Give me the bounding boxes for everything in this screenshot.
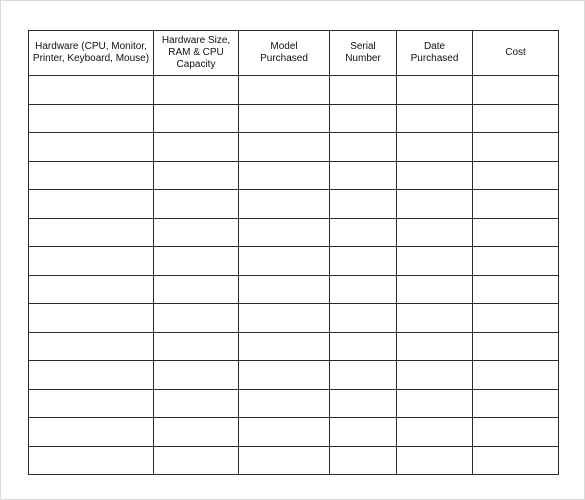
- table-cell-model[interactable]: [239, 446, 330, 475]
- table-cell-cost[interactable]: [473, 389, 559, 418]
- table-cell-date-purchased[interactable]: [397, 104, 473, 133]
- table-cell-date-purchased[interactable]: [397, 133, 473, 162]
- table-cell-cost[interactable]: [473, 304, 559, 333]
- table-cell-model[interactable]: [239, 304, 330, 333]
- table-cell-serial-number[interactable]: [330, 161, 397, 190]
- table-cell-date-purchased[interactable]: [397, 275, 473, 304]
- table-row: [29, 304, 559, 333]
- table-cell-cost[interactable]: [473, 190, 559, 219]
- table-cell-hardware[interactable]: [29, 247, 154, 276]
- table-cell-hardware-size[interactable]: [154, 304, 239, 333]
- table-cell-model[interactable]: [239, 361, 330, 390]
- table-row: [29, 275, 559, 304]
- table-cell-hardware[interactable]: [29, 389, 154, 418]
- table-cell-hardware[interactable]: [29, 104, 154, 133]
- table-cell-hardware-size[interactable]: [154, 76, 239, 105]
- table-cell-model[interactable]: [239, 161, 330, 190]
- table-cell-model[interactable]: [239, 418, 330, 447]
- table-cell-cost[interactable]: [473, 247, 559, 276]
- table-cell-serial-number[interactable]: [330, 190, 397, 219]
- table-cell-model[interactable]: [239, 275, 330, 304]
- table-cell-cost[interactable]: [473, 361, 559, 390]
- table-cell-serial-number[interactable]: [330, 332, 397, 361]
- table-cell-serial-number[interactable]: [330, 104, 397, 133]
- table-cell-hardware[interactable]: [29, 304, 154, 333]
- table-cell-hardware[interactable]: [29, 218, 154, 247]
- table-cell-cost[interactable]: [473, 76, 559, 105]
- table-cell-model[interactable]: [239, 133, 330, 162]
- table-cell-model[interactable]: [239, 104, 330, 133]
- table-cell-hardware-size[interactable]: [154, 332, 239, 361]
- table-cell-hardware[interactable]: [29, 190, 154, 219]
- table-cell-date-purchased[interactable]: [397, 190, 473, 219]
- table-cell-hardware-size[interactable]: [154, 190, 239, 219]
- table-cell-date-purchased[interactable]: [397, 389, 473, 418]
- column-header-date-purchased: Date Purchased: [397, 31, 473, 76]
- table-cell-hardware[interactable]: [29, 418, 154, 447]
- table-cell-cost[interactable]: [473, 104, 559, 133]
- table-cell-hardware-size[interactable]: [154, 389, 239, 418]
- table-cell-hardware[interactable]: [29, 133, 154, 162]
- table-cell-date-purchased[interactable]: [397, 304, 473, 333]
- table-cell-serial-number[interactable]: [330, 133, 397, 162]
- table-row: [29, 332, 559, 361]
- table-cell-hardware[interactable]: [29, 332, 154, 361]
- table-cell-hardware-size[interactable]: [154, 218, 239, 247]
- table-cell-date-purchased[interactable]: [397, 418, 473, 447]
- table-cell-serial-number[interactable]: [330, 247, 397, 276]
- table-cell-model[interactable]: [239, 76, 330, 105]
- table-cell-hardware-size[interactable]: [154, 446, 239, 475]
- table-body: [29, 76, 559, 475]
- table-cell-cost[interactable]: [473, 133, 559, 162]
- table-row: [29, 361, 559, 390]
- table-cell-model[interactable]: [239, 190, 330, 219]
- header-row: [29, 31, 559, 76]
- table-cell-cost[interactable]: [473, 161, 559, 190]
- table-cell-hardware-size[interactable]: [154, 247, 239, 276]
- table-cell-model[interactable]: [239, 218, 330, 247]
- column-header-cost: Cost: [473, 31, 559, 76]
- table-cell-hardware-size[interactable]: [154, 418, 239, 447]
- table-cell-model[interactable]: [239, 389, 330, 418]
- table-row: [29, 446, 559, 475]
- table-cell-hardware[interactable]: [29, 361, 154, 390]
- table-cell-hardware[interactable]: [29, 161, 154, 190]
- table-cell-serial-number[interactable]: [330, 275, 397, 304]
- table-row: [29, 133, 559, 162]
- table-cell-hardware-size[interactable]: [154, 161, 239, 190]
- table-row: [29, 247, 559, 276]
- table-cell-date-purchased[interactable]: [397, 247, 473, 276]
- table-row: [29, 389, 559, 418]
- table-cell-date-purchased[interactable]: [397, 76, 473, 105]
- table-cell-hardware-size[interactable]: [154, 275, 239, 304]
- table-row: [29, 418, 559, 447]
- table-cell-serial-number[interactable]: [330, 418, 397, 447]
- table-cell-hardware[interactable]: [29, 446, 154, 475]
- column-header-model: Model Purchased: [239, 31, 330, 76]
- column-header-hardware-size: Hardware Size, RAM & CPU Capacity: [154, 31, 239, 76]
- table-cell-hardware-size[interactable]: [154, 361, 239, 390]
- table-cell-date-purchased[interactable]: [397, 361, 473, 390]
- table-cell-cost[interactable]: [473, 446, 559, 475]
- table-cell-cost[interactable]: [473, 418, 559, 447]
- table-cell-model[interactable]: [239, 332, 330, 361]
- table-cell-hardware[interactable]: [29, 275, 154, 304]
- table-cell-hardware-size[interactable]: [154, 104, 239, 133]
- table-cell-serial-number[interactable]: [330, 218, 397, 247]
- table-cell-serial-number[interactable]: [330, 446, 397, 475]
- table-cell-model[interactable]: [239, 247, 330, 276]
- table-cell-date-purchased[interactable]: [397, 446, 473, 475]
- table-row: [29, 190, 559, 219]
- table-row: [29, 104, 559, 133]
- table-cell-date-purchased[interactable]: [397, 161, 473, 190]
- table-cell-cost[interactable]: [473, 218, 559, 247]
- table-cell-hardware[interactable]: [29, 76, 154, 105]
- table-cell-serial-number[interactable]: [330, 389, 397, 418]
- table-row: [29, 76, 559, 105]
- table-cell-cost[interactable]: [473, 275, 559, 304]
- table-row: [29, 161, 559, 190]
- table-cell-serial-number[interactable]: [330, 76, 397, 105]
- table-cell-hardware-size[interactable]: [154, 133, 239, 162]
- table-cell-date-purchased[interactable]: [397, 332, 473, 361]
- column-header-hardware: Hardware (CPU, Monitor, Printer, Keyboard, Mouse): [29, 31, 154, 76]
- table-cell-serial-number[interactable]: [330, 304, 397, 333]
- column-header-serial-number: Serial Number: [330, 31, 397, 76]
- hardware-inventory-table: [28, 30, 559, 475]
- table-row: [29, 218, 559, 247]
- table-cell-date-purchased[interactable]: [397, 218, 473, 247]
- table-cell-cost[interactable]: [473, 332, 559, 361]
- table-cell-serial-number[interactable]: [330, 361, 397, 390]
